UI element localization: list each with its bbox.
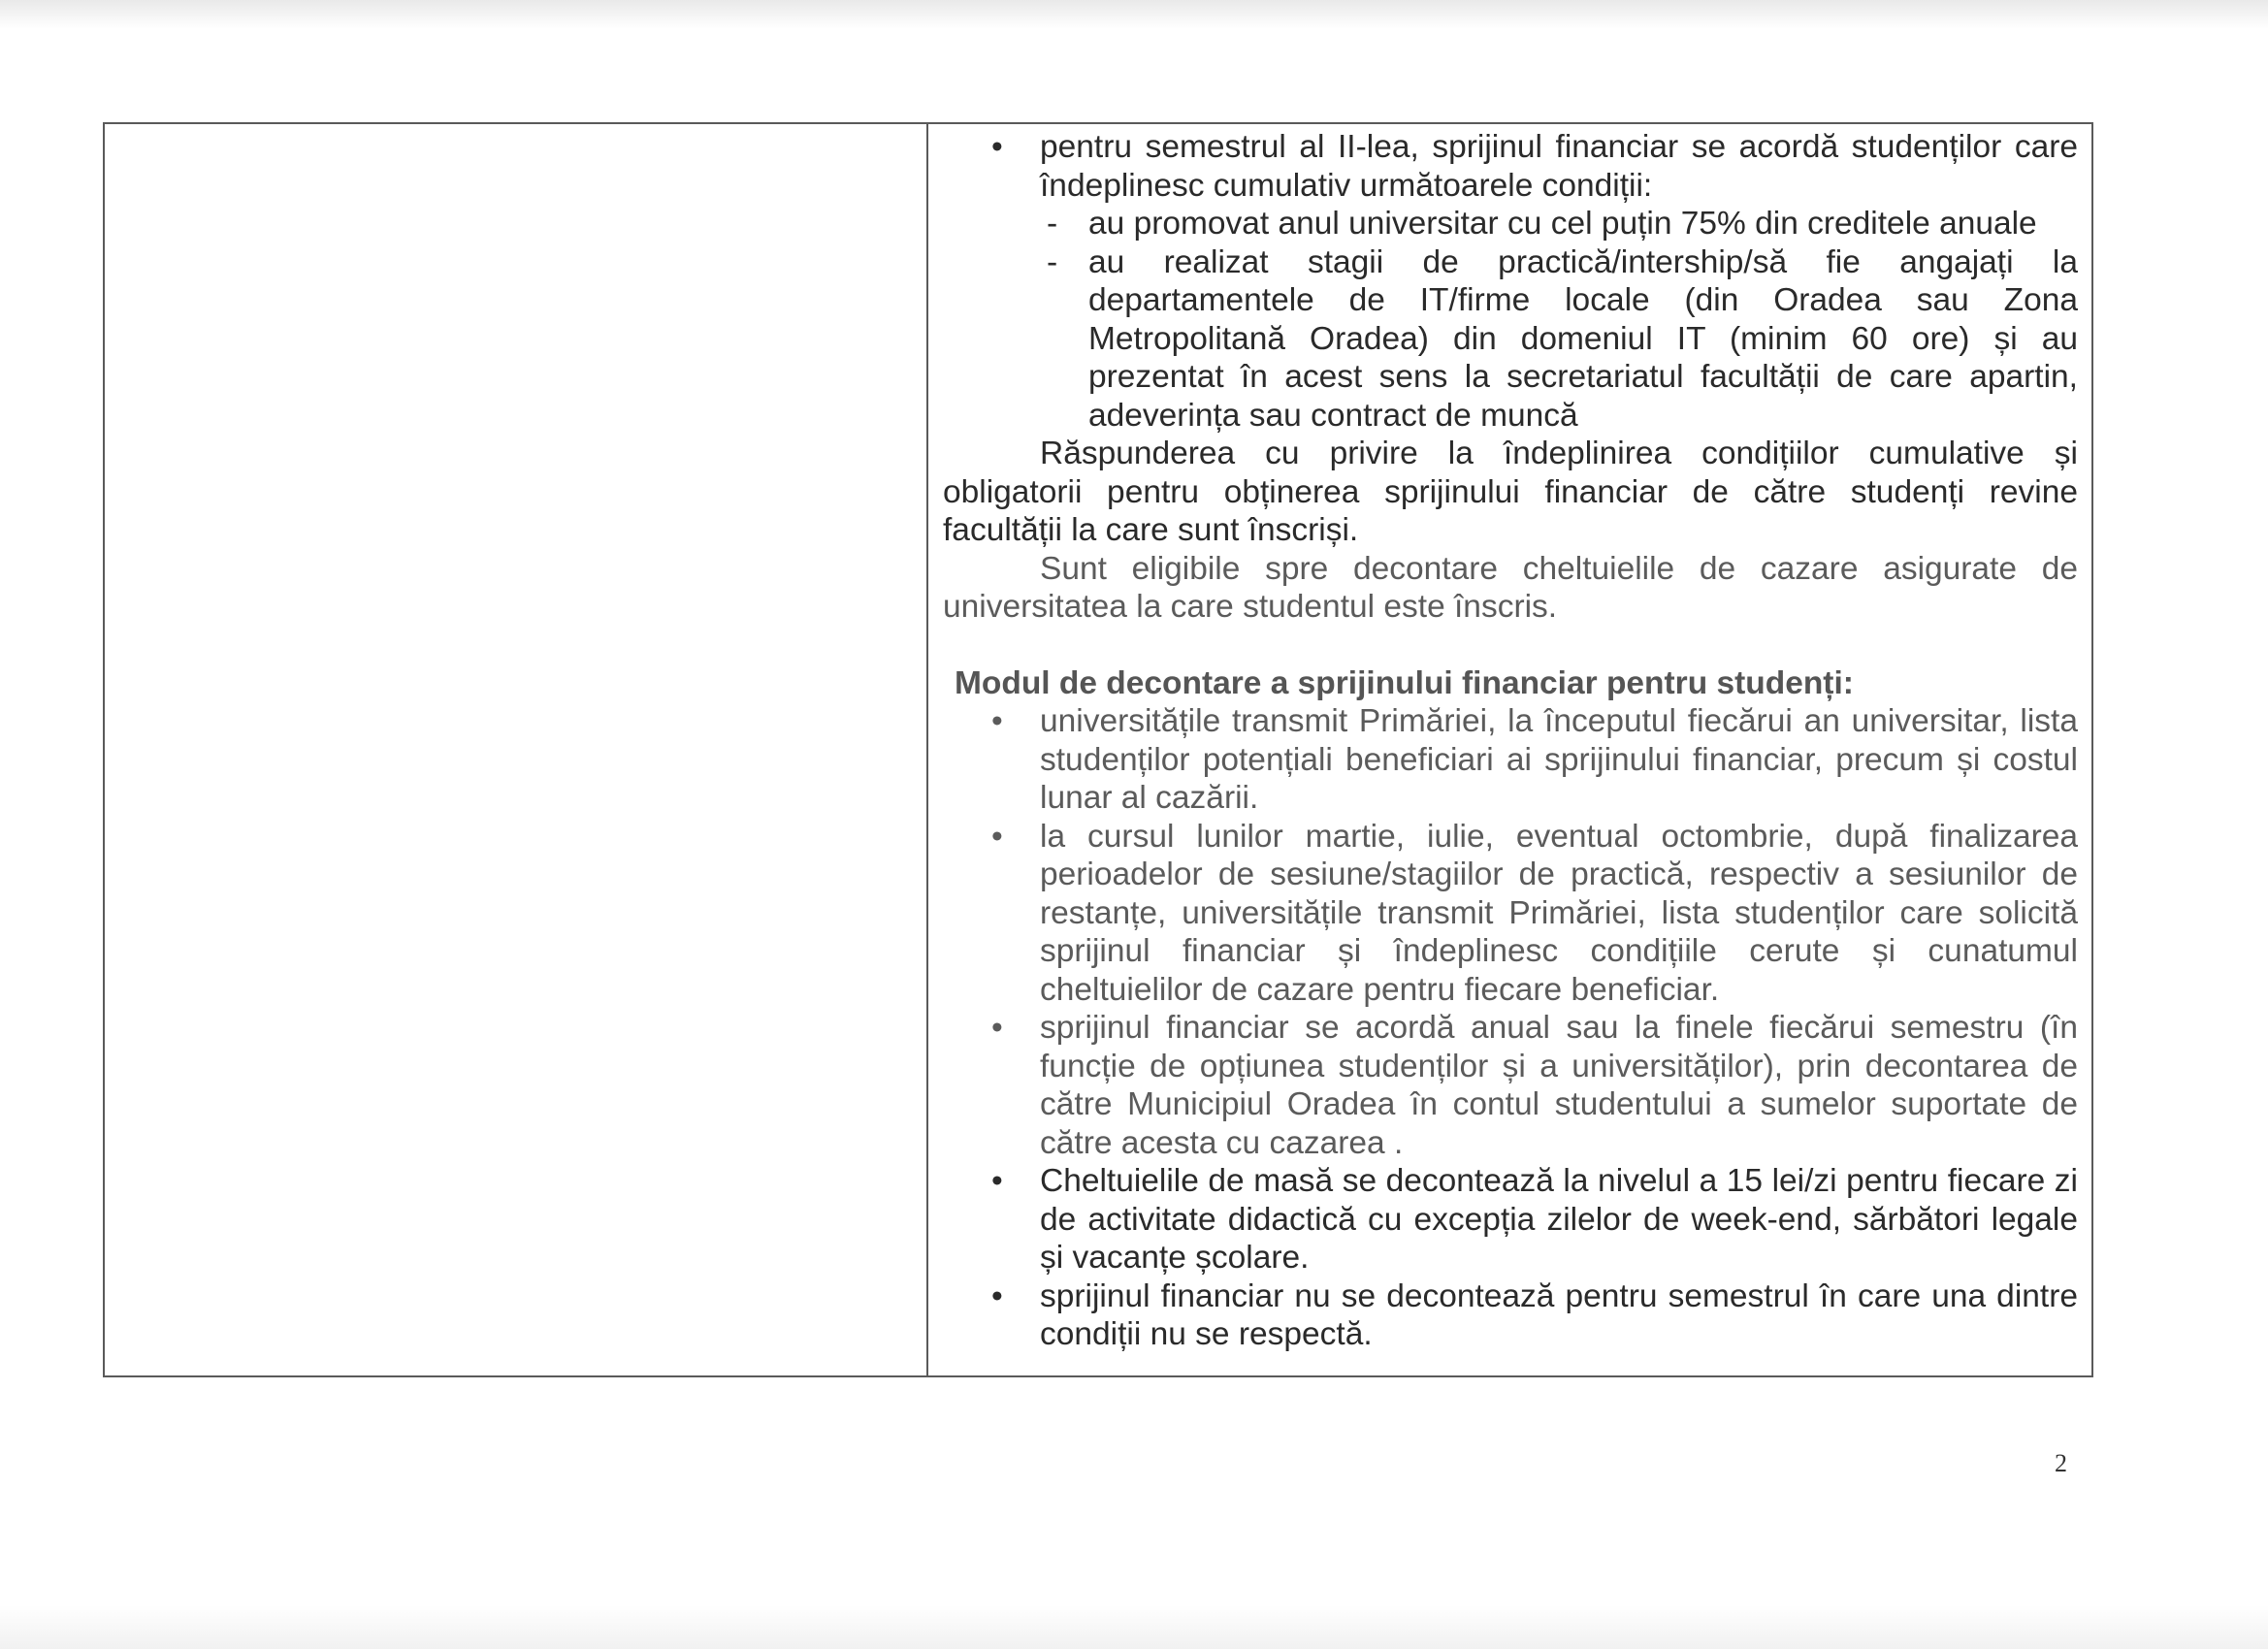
list-item-text: la cursul lunilor martie, iulie, eventual octombrie, după finalizarea perioadelor de sesiune/stagiilor de practică, respectiv a sesiunilor de restanțe, universitățile transmit Primăriei, lista studenților care solicită sprijinul financiar și îndeplinesc condițiile cerute și cunatumul cheltuielilor de cazare pentru fiecare beneficiar. xyxy=(1040,818,2078,1008)
list-item xyxy=(943,1162,2078,1277)
paragraph: Sunt eligibile spre decontare cheltuielile de cazare asigurate de universitatea la care studentul este înscris. xyxy=(943,550,2078,625)
spacer xyxy=(943,627,2078,664)
list-item xyxy=(943,1009,2078,1162)
list-item-text: sprijinul financiar nu se decontează pentru semestrul în care una dintre condiții nu se respectă. xyxy=(1040,1277,2078,1352)
list-item-text: Cheltuielile de masă se decontează la nivelul a 15 lei/zi pentru fiecare zi de activitate didactică cu excepția zilelor de week-end, sărbători legale și vacanțe școlare. xyxy=(1040,1163,2078,1276)
dash-icon: - xyxy=(1047,206,1058,242)
sub-list-item-text: au promovat anul universitar cu cel puțin 75% din creditele anuale xyxy=(1088,206,2037,242)
list-item xyxy=(943,702,2078,818)
document-table xyxy=(103,122,2093,1377)
list-item-text: universitățile transmit Primăriei, la începutul fiecărui an universitar, lista studenților potențiali beneficiari ai sprijinului financiar, precum și costul lunar al cazării. xyxy=(1040,703,2078,816)
dash-icon: - xyxy=(1047,243,1058,280)
bullet-icon: • xyxy=(991,818,1003,855)
sub-list-item-text: au realizat stagii de practică/intership/să fie angajați la departamentele de IT/firme locale (din Oradea sau Zona Metropolitană Oradea) din domeniul IT (minim 60 ore) și au prezentat în acest sens la secretariatul facultății de care apartin, adeverința sau contract de muncă xyxy=(1088,243,2078,434)
right-column-content xyxy=(943,128,2078,1354)
list-item xyxy=(943,1277,2078,1354)
bullet-icon: • xyxy=(991,703,1003,739)
scan-edge-top xyxy=(0,0,2268,29)
list-item-text: pentru semestrul al II-lea, sprijinul financiar se acordă studenților care îndeplinesc cumulativ următoarele condiții: xyxy=(1040,129,2078,204)
scan-edge-bottom xyxy=(0,1605,2268,1649)
sub-list-item xyxy=(943,243,2078,436)
bullet-icon: • xyxy=(991,1010,1003,1046)
list-item xyxy=(943,818,2078,1010)
section-heading: Modul de decontare a sprijinului financiar pentru studenți: xyxy=(955,664,1854,701)
bullet-icon: • xyxy=(991,129,1003,165)
column-divider xyxy=(926,124,928,1375)
paragraph: Răspunderea cu privire la îndeplinirea condițiilor cumulative și obligatorii pentru obținerea sprijinului financiar de către studenți revine facultății la care sunt înscriși. xyxy=(943,436,2078,548)
bullet-icon: • xyxy=(991,1277,1003,1314)
sub-list-item xyxy=(943,205,2078,243)
page-number: 2 xyxy=(2055,1449,2067,1477)
list-item-text: sprijinul financiar se acordă anual sau la finele fiecărui semestru (în funcție de opțiunea studenților și a universităților), prin decontarea de către Municipiul Oradea în contul studentului a sumelor suportate de către acesta cu cazarea . xyxy=(1040,1010,2078,1161)
list-item xyxy=(943,128,2078,205)
bullet-icon: • xyxy=(991,1163,1003,1199)
